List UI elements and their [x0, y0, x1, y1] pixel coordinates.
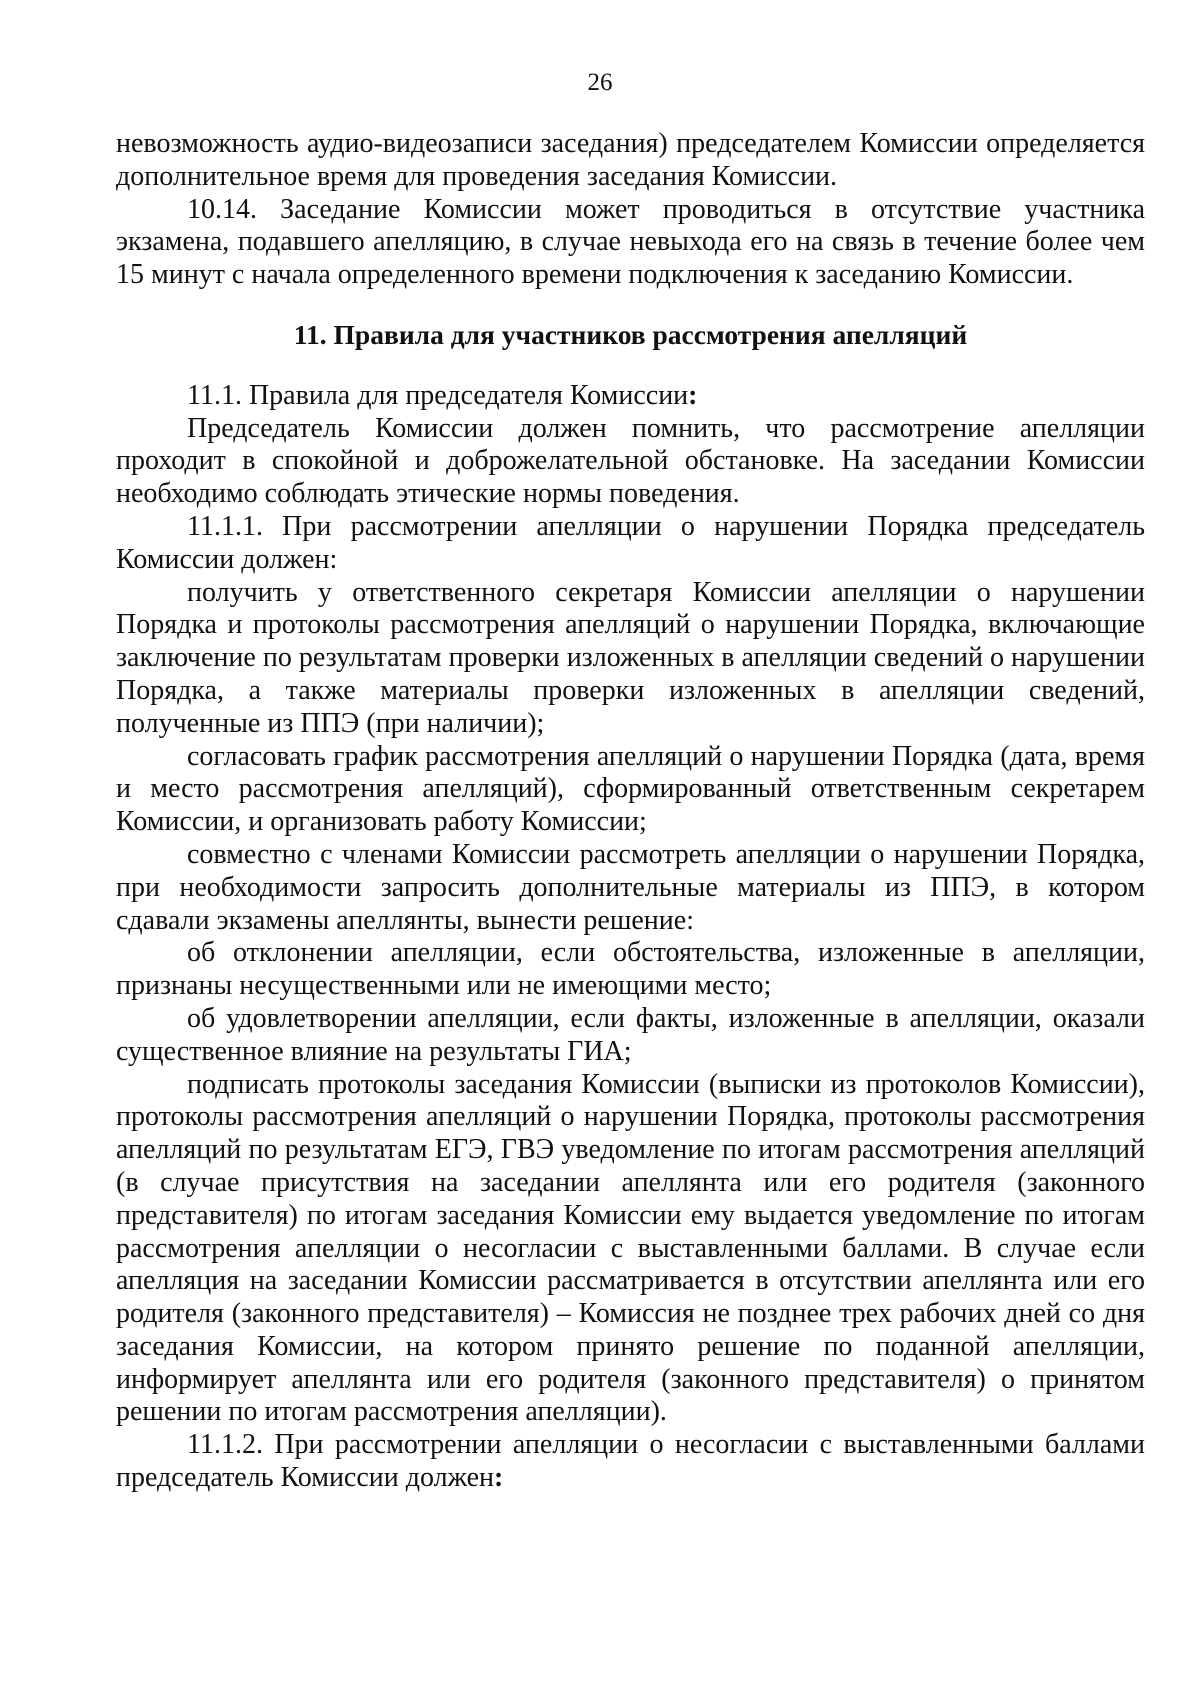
document-body	[116, 128, 1145, 1495]
page-number: 26	[587, 69, 613, 96]
rule-11-1-2-text: 11.1.2. При рассмотрении апелляции о несогласии с выставленными баллами председатель Комиссии должен	[116, 1429, 1145, 1494]
rule-11-1-colon: :	[688, 379, 698, 411]
paragraph-11-1-1: 11.1.1. При рассмотрении апелляции о нарушении Порядка председатель Комиссии должен:	[116, 510, 1145, 575]
list-item: совместно с членами Комиссии рассмотреть апелляции о нарушении Порядка, при необходимости запросить дополнительные материалы из ППЭ, в котором сдавали экзамены апеллянты, вынести решение:	[116, 838, 1145, 936]
paragraph: Председатель Комиссии должен помнить, что рассмотрение апелляции проходит в спокойной и доброжелательной обстановке. На заседании Комиссии необходимо соблюдать этические нормы поведения.	[116, 412, 1145, 510]
paragraph-10-14: 10.14. Заседание Комиссии может проводиться в отсутствие участника экзамена, подавшего апелляцию, в случае невыхода его на связь в течение более чем 15 минут с начала определенного времени подключения к заседанию Комиссии.	[116, 193, 1145, 291]
section-heading: 11. Правила для участников рассмотрения апелляций	[293, 318, 968, 350]
paragraph-11-1-2	[116, 1429, 1145, 1495]
list-item: согласовать график рассмотрения апелляций о нарушении Порядка (дата, время и место рассмотрения апелляций), сформированный ответственным секретарем Комиссии, и организовать работу Комиссии;	[116, 740, 1145, 838]
list-item: подписать протоколы заседания Комиссии (выписки из протоколов Комиссии), протоколы рассмотрения апелляций о нарушении Порядка, протоколы рассмотрения апелляций по результатам ЕГЭ, ГВЭ уведомление по итогам рассмотрения апелляций (в случае присутствия на заседании апеллянта или его родителя (законного представителя) по итогам заседания Комиссии ему выдается уведомление по итогам рассмотрения апелляции о несогласии с выставленными баллами. В случае если апелляция на заседании Комиссии рассматривается в отсутствии апеллянта или его родителя (законного представителя) – Комиссия не позднее трех рабочих дней со дня заседания Комиссии, на котором принято решение по поданной апелляции, информирует апеллянта или его родителя (законного представителя) о принятом решении по итогам рассмотрения апелляции).	[116, 1068, 1145, 1428]
list-item: об отклонении апелляции, если обстоятельства, изложенные в апелляции, признаны несущественными или не имеющими место;	[116, 937, 1145, 1002]
rule-11-1-text: 11.1. Правила для председателя Комиссии	[187, 379, 689, 411]
rule-11-1-2-colon: :	[494, 1462, 504, 1494]
list-item: получить у ответственного секретаря Комиссии апелляции о нарушении Порядка и протоколы рассмотрения апелляций о нарушении Порядка, включающие заключение по результатам проверки изложенных в апелляции сведений о нарушении Порядка, а также материалы проверки изложенных в апелляции сведений, полученные из ППЭ (при наличии);	[116, 576, 1145, 739]
list-item: об удовлетворении апелляции, если факты, изложенные в апелляции, оказали существенное влияние на результаты ГИА;	[116, 1002, 1145, 1067]
paragraph-11-1	[116, 380, 1145, 413]
paragraph: невозможность аудио-видеозаписи заседания) председателем Комиссии определяется дополнительное время для проведения заседания Комиссии.	[116, 128, 1145, 192]
